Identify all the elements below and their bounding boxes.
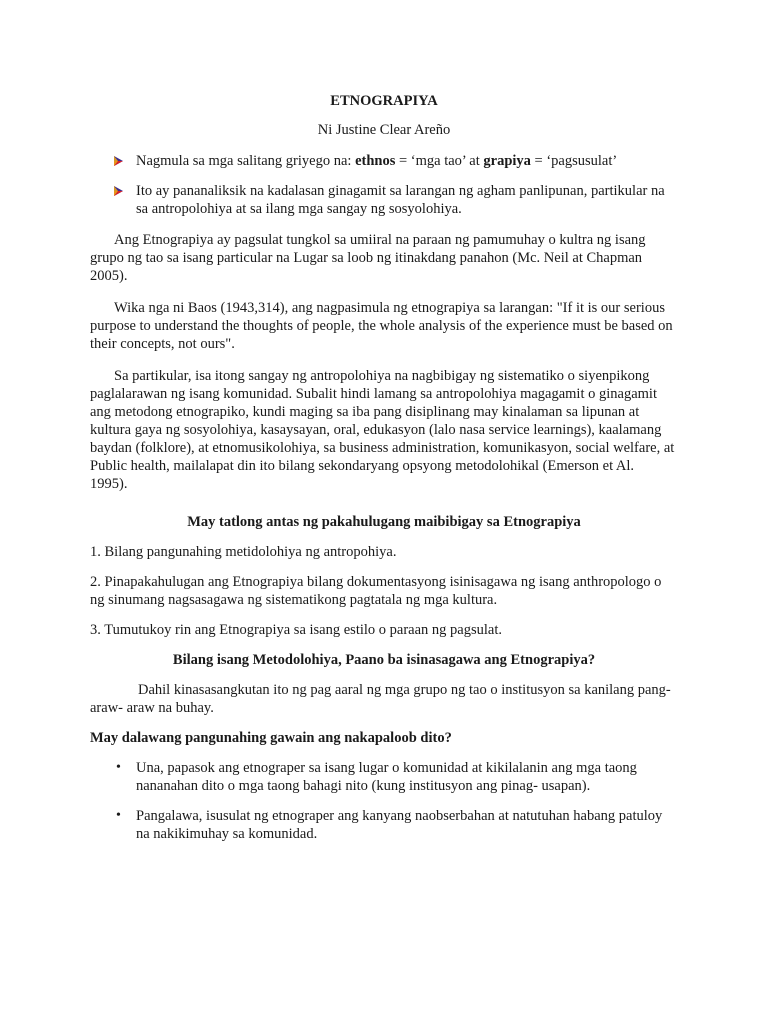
bullet-dot-icon: •: [116, 760, 121, 775]
dot-item-2: Pangalawa, isusulat ng etnograper ang kanyang naobserbahan at natutuhan habang patuloy na nakikimuhay sa komunidad.: [136, 808, 663, 842]
bullet-dot-icon: •: [116, 808, 121, 823]
section-heading-1: May tatlong antas ng pakahulugang maibibigay sa Etnograpiya: [187, 514, 581, 530]
bullet-1-term-grapiya: grapiya: [483, 153, 531, 169]
numbered-item-2: 2. Pinapakahulugan ang Etnograpiya bilang dokumentasyong isinisagawa ng isang anthropologo o ng sinumang nagsasagawa ng sistematikong pagtatala ng mga kultura.: [90, 574, 662, 608]
paragraph-4: Dahil kinasasangkutan ito ng pag aaral ng mga grupo ng tao o institusyon sa kanilang pang- araw- araw na buhay.: [90, 682, 671, 716]
dot-item-1: Una, papasok ang etnograper sa isang lugar o komunidad at kikilalanin ang mga taong nananahan dito o mga taong bahagi nito (kung institusyon ang pinag- usapan).: [136, 760, 637, 794]
bullet-item-2: Ito ay pananaliksik na kadalasan ginagamit sa larangan ng agham panlipunan, partikular na sa antropolohiya at sa ilang mga sangay ng sosyolohiya.: [136, 183, 665, 217]
bullet-1-text-mid2: = ‘pagsusulat’: [530, 153, 618, 169]
numbered-item-3: 3. Tumutukoy rin ang Etnograpiya sa isang estilo o paraan ng pagsulat.: [90, 622, 502, 638]
bullet-1-text-pre: Nagmula sa mga salitang griyego na:: [136, 153, 356, 169]
document-author: Ni Justine Clear Areño: [317, 122, 451, 138]
arrow-bullet-icon: [112, 155, 124, 167]
paragraph-3: Sa partikular, isa itong sangay ng antropolohiya na nagbibigay ng sistematiko o siyenpikong paglalarawan ng isang komunidad. Subalit hindi lamang sa antropolohiya magagamit o ginagamit ang metodong etnograpiko, kundi maging sa iba pang disiplinang may kinalaman sa lipunan at kultura gaya ng sosyolohiya, kasaysayan, oral, edukasyon (lalo nasa service learnings), kaalamang baydan (folklore), at etnomusikolohiya, sa business administration, komunikasyon, social welfare, at Public health, mailalapat din ito bilang sekondaryang opsyong metodolohikal (Emerson et Al. 1995).: [90, 368, 675, 492]
paragraph-2: Wika nga ni Baos (1943,314), ang nagpasimula ng etnograpiya sa larangan: "If it is our serious purpose to understand the thoughts of people, the whole analysis of the experience must be based on their concepts, not ours".: [90, 300, 673, 352]
bullet-1-text-mid1: = ‘mga tao’ at: [395, 153, 484, 169]
paragraph-1: Ang Etnograpiya ay pagsulat tungkol sa umiiral na paraan ng pamumuhay o kultra ng isang grupo ng tao sa isang particular na Lugar sa loob ng itinakdang panahon (Mc. Neil at Chapman 2005).: [90, 232, 646, 284]
bullet-1-term-ethnos: ethnos: [355, 153, 396, 169]
numbered-item-1: 1. Bilang pangunahing metidolohiya ng antropohiya.: [90, 544, 397, 560]
arrow-bullet-icon: [112, 185, 124, 197]
section-heading-3: May dalawang pangunahing gawain ang nakapaloob dito?: [90, 730, 452, 746]
bullet-item-1: [136, 152, 676, 170]
document-title: ETNOGRAPIYA: [330, 93, 438, 109]
section-heading-2: Bilang isang Metodolohiya, Paano ba isinasagawa ang Etnograpiya?: [172, 652, 596, 668]
